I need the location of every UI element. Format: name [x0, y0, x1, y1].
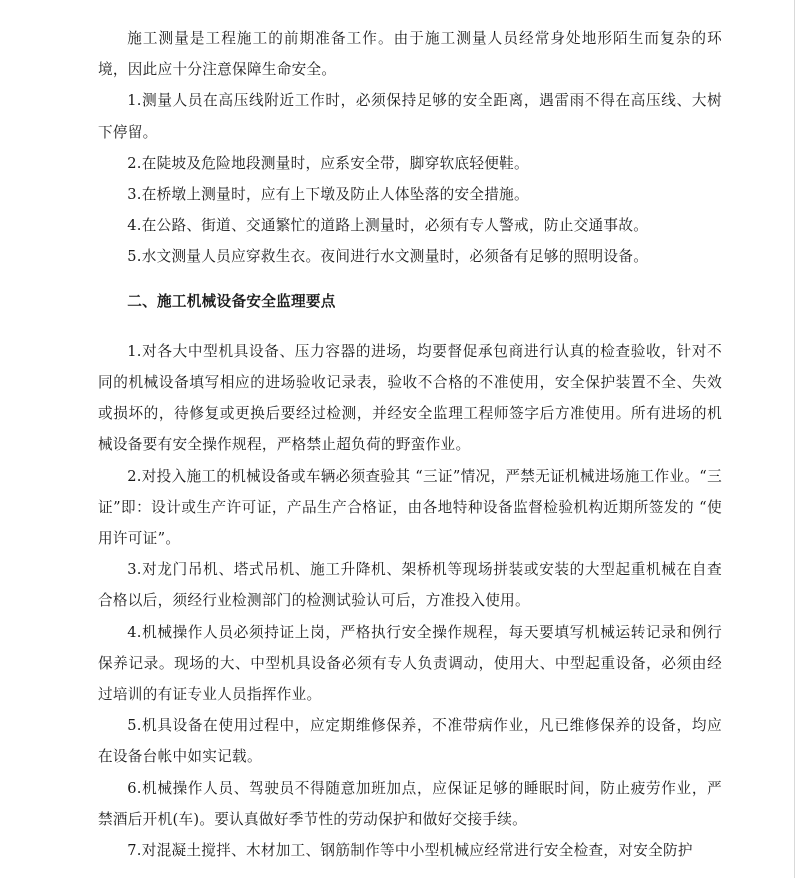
machinery-item-3: 3.对龙门吊机、塔式吊机、施工升降机、架桥机等现场拼装或安装的大型起重机械在自查合格以后，须经行业检测部门的检测试验认可后，方准投入使用。 — [98, 561, 722, 610]
survey-item-1: 1.测量人员在高压线附近工作时，必须保持足够的安全距离，遇雷雨不得在高压线、大树下停留。 — [98, 92, 722, 141]
machinery-item-1: 1.对各大中型机具设备、压力容器的进场，均要督促承包商进行认真的检查验收，针对不同的机械设备填写相应的进场验收记录表，验收不合格的不准使用，安全保护装置不全、失效或损坏的，待修复或更换后要经过检测，并经安全监理工程师签字后方准使用。所有进场的机械设备要有安全操作规程，严格禁止超负荷的野蛮作业。 — [98, 342, 722, 454]
machinery-item-4: 4.机械操作人员必须持证上岗，严格执行安全操作规程，每天要填写机械运转记录和例行保养记录。现场的大、中型机具设备必须有专人负责调动，使用大、中型起重设备，必须由经过培训的有证专业人员指挥作业。 — [98, 623, 722, 704]
survey-item-5: 5.水文测量人员应穿救生衣。夜间进行水文测量时，必须备有足够的照明设备。 — [127, 248, 649, 266]
survey-item-2: 2.在陡坡及危险地段测量时，应系安全带，脚穿软底轻便鞋。 — [127, 154, 529, 172]
machinery-item-2: 2.对投入施工的机械设备或车辆必须查验其 “三证”情况，严禁无证机械进场施工作业。“三证”即：设计或生产许可证，产品生产合格证，由各地特种设备监督检验机构近期所签发的 “使用许可证”。 — [98, 467, 722, 548]
survey-item-3: 3.在桥墩上测量时，应有上下墩及防止人体坠落的安全措施。 — [127, 186, 529, 204]
document-body — [98, 23, 722, 866]
machinery-item-6: 6.机械操作人员、驾驶员不得随意加班加点，应保证足够的睡眠时间，防止疲劳作业，严禁酒后开机(车)。要认真做好季节性的劳动保护和做好交接手续。 — [98, 779, 722, 828]
machinery-item-7: 7.对混凝土搅拌、木材加工、钢筋制作等中小型机械应经常进行安全检查，对安全防护 — [127, 842, 693, 860]
section-heading: 二、施工机械设备安全监理要点 — [127, 292, 336, 310]
survey-item-4: 4.在公路、街道、交通繁忙的道路上测量时，必须有专人警戒，防止交通事故。 — [127, 217, 649, 235]
machinery-item-5: 5.机具设备在使用过程中，应定期维修保养，不准带病作业，凡已维修保养的设备，均应在设备台帐中如实记载。 — [98, 717, 722, 766]
intro-paragraph: 施工测量是工程施工的前期准备工作。由于施工测量人员经常身处地形陌生而复杂的环境，因此应十分注意保障生命安全。 — [98, 30, 722, 79]
